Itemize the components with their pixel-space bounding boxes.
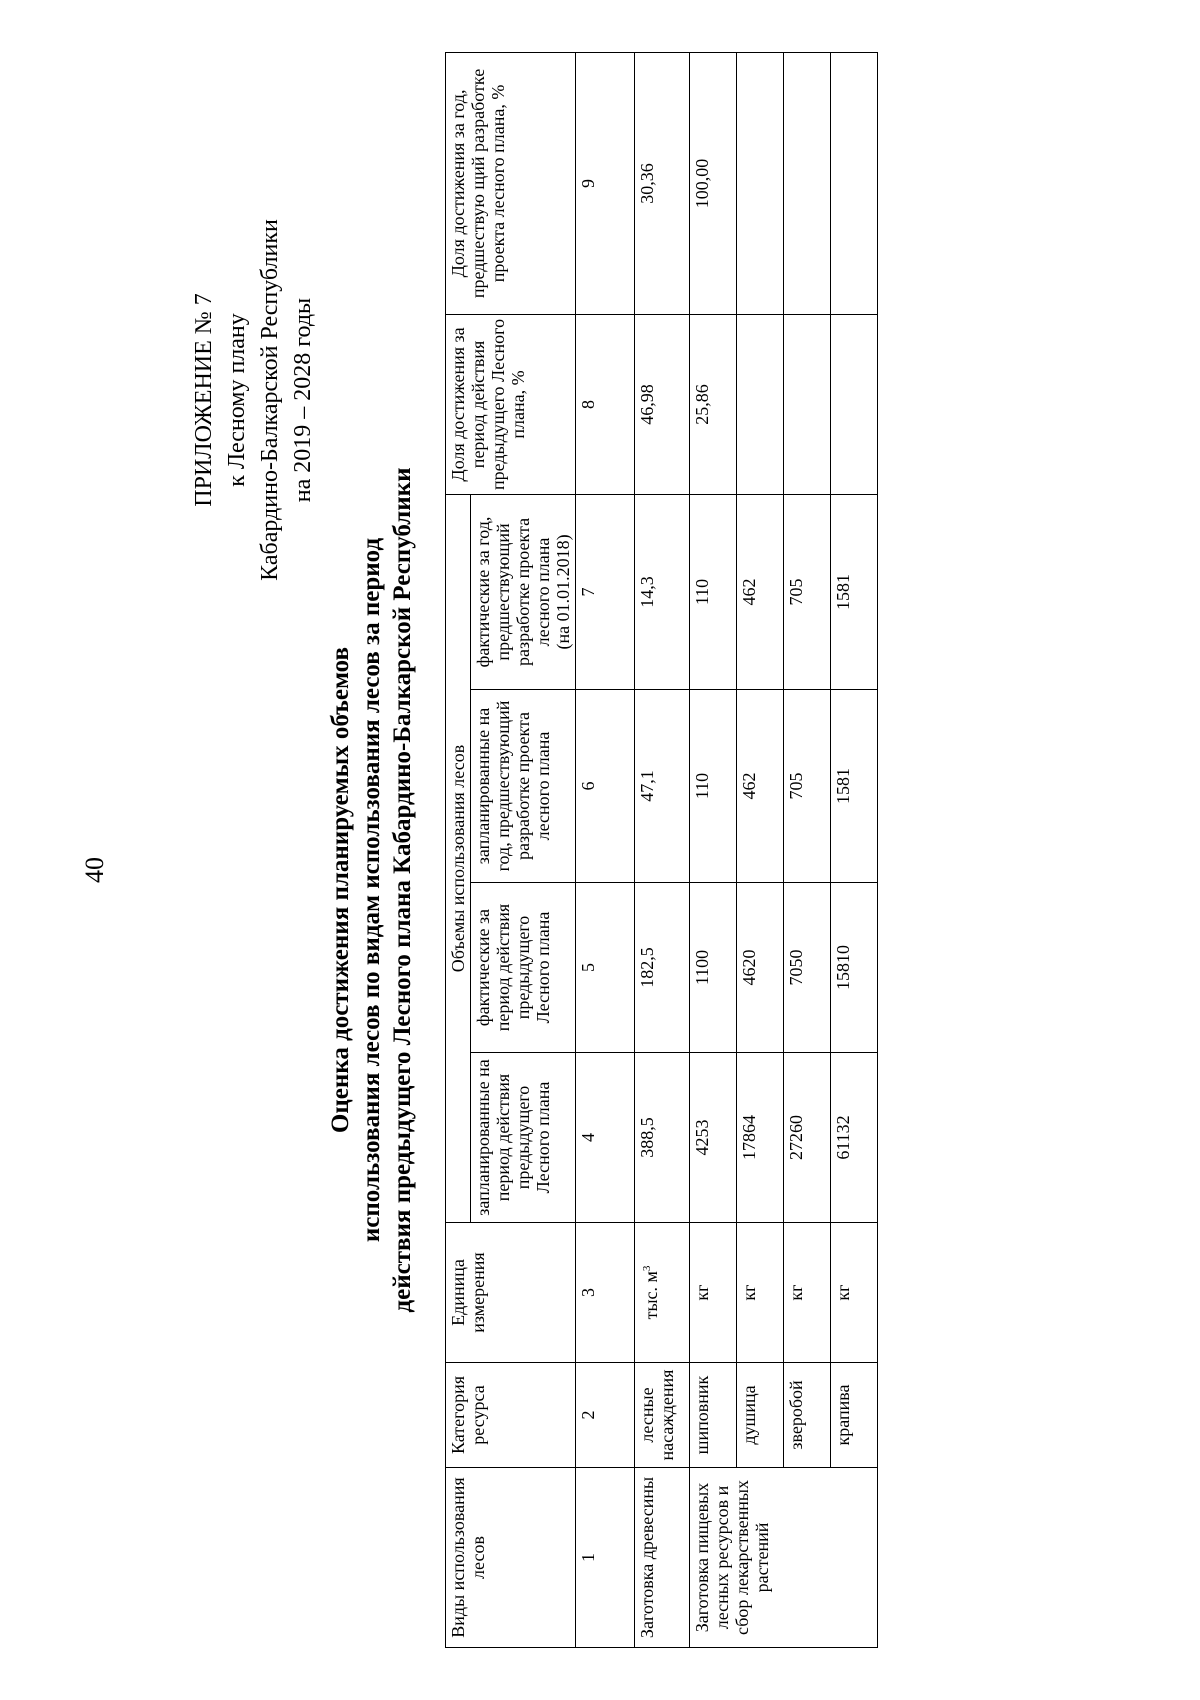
cell-category: душица (737, 1363, 784, 1468)
cell-actual-year: 110 (690, 494, 737, 689)
cell-planned-year: 110 (690, 690, 737, 883)
cell-category: шиповник (690, 1363, 737, 1468)
cell-unit: кг (737, 1223, 784, 1363)
cell-share-period (831, 314, 878, 494)
cell-actual-period: 1100 (690, 883, 737, 1053)
header-actual-year-text: фактические за год, предшествующий разработке проекта лесного плана (473, 516, 553, 668)
column-number: 8 (576, 314, 635, 494)
table-row (690, 52, 737, 1647)
cell-actual-year: 1581 (831, 494, 878, 689)
cell-planned-period: 388,5 (635, 1053, 690, 1223)
cell-usage-type: Заготовка древесины (635, 1468, 690, 1648)
cell-share-year (784, 52, 831, 314)
column-numbers-row (576, 52, 635, 1647)
appendix-header (188, 190, 320, 610)
table-row (831, 52, 878, 1647)
column-number: 1 (576, 1468, 635, 1648)
title-line: использования лесов по видам использования лесов за период (358, 537, 385, 1243)
header-resource-category: Категория ресурса (446, 1363, 576, 1468)
header-planned-year: запланированные на год, предшествующий разработке проекта лесного плана (471, 690, 576, 883)
cell-share-period (737, 314, 784, 494)
table-header-row (446, 52, 471, 1647)
cell-actual-period: 7050 (784, 883, 831, 1053)
cell-share-year (831, 52, 878, 314)
header-actual-period: фактические за период действия предыдущего Лесного плана (471, 883, 576, 1053)
column-number: 6 (576, 690, 635, 883)
cell-unit: кг (831, 1223, 878, 1363)
column-number: 4 (576, 1053, 635, 1223)
cell-planned-period: 17864 (737, 1053, 784, 1223)
cell-planned-period: 4253 (690, 1053, 737, 1223)
page-number: 40 (80, 857, 109, 883)
cell-share-year (737, 52, 784, 314)
cell-planned-year: 462 (737, 690, 784, 883)
cell-share-period: 46,98 (635, 314, 690, 494)
cell-actual-period: 15810 (831, 883, 878, 1053)
column-number: 2 (576, 1363, 635, 1468)
unit-text: тыс. м (641, 1271, 661, 1320)
cell-planned-period: 27260 (784, 1053, 831, 1223)
appendix-line: Кабардино-Балкарской Республики (257, 219, 283, 581)
appendix-line: на 2019 – 2028 годы (290, 297, 316, 503)
assessment-table (445, 52, 878, 1648)
title-line: действия предыдущего Лесного плана Кабардино-Балкарской Республики (389, 467, 416, 1313)
cell-planned-year: 1581 (831, 690, 878, 883)
cell-actual-period: 182,5 (635, 883, 690, 1053)
cell-planned-period: 61132 (831, 1053, 878, 1223)
column-number: 9 (576, 52, 635, 314)
header-share-period: Доля достижения за период действия предыдущего Лесного плана, % (446, 314, 576, 494)
table-row (737, 52, 784, 1647)
header-planned-period: запланированные на период действия предыдущего Лесного плана (471, 1053, 576, 1223)
header-actual-year-date: (на 01.01.2018) (553, 534, 573, 650)
table-row (784, 52, 831, 1647)
cell-share-year: 100,00 (690, 52, 737, 314)
appendix-line: к Лесному плану (224, 313, 250, 487)
column-number: 7 (576, 494, 635, 689)
document-title (325, 320, 418, 1460)
cell-actual-year: 462 (737, 494, 784, 689)
cell-unit: кг (690, 1223, 737, 1363)
cell-unit (635, 1223, 690, 1363)
title-line: Оценка достижения планируемых объемов (327, 646, 354, 1134)
header-share-year: Доля достижения за год, предшествую щий разработке проекта лесного плана, % (446, 52, 576, 314)
column-number: 3 (576, 1223, 635, 1363)
cell-planned-year: 705 (784, 690, 831, 883)
cell-share-period (784, 314, 831, 494)
cell-unit: кг (784, 1223, 831, 1363)
cell-category: лесные насаждения (635, 1363, 690, 1468)
cell-actual-year: 705 (784, 494, 831, 689)
cell-usage-type: Заготовка пищевых лесных ресурсов и сбор лекарственных растений (690, 1468, 878, 1648)
cell-actual-year: 14,3 (635, 494, 690, 689)
cell-category: зверобой (784, 1363, 831, 1468)
table-row (635, 52, 690, 1647)
appendix-line: ПРИЛОЖЕНИЕ № 7 (191, 293, 217, 507)
cell-actual-period: 4620 (737, 883, 784, 1053)
cell-share-period: 25,86 (690, 314, 737, 494)
header-actual-year (471, 494, 576, 689)
cell-category: крапива (831, 1363, 878, 1468)
column-number: 5 (576, 883, 635, 1053)
header-volumes-group: Объемы использования лесов (446, 494, 471, 1222)
header-unit: Единица измерения (446, 1223, 576, 1363)
cell-planned-year: 47,1 (635, 690, 690, 883)
unit-superscript: 3 (641, 1265, 653, 1272)
cell-share-year: 30,36 (635, 52, 690, 314)
header-usage-type: Виды использования лесов (446, 1468, 576, 1648)
